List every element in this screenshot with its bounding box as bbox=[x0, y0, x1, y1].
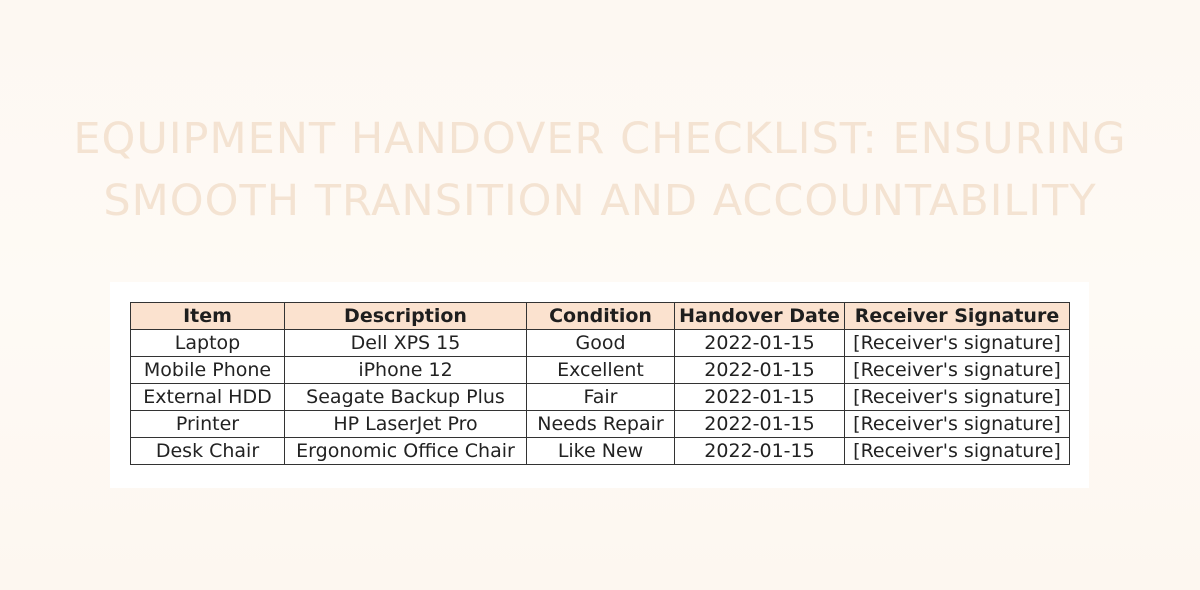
cell-description: Ergonomic Office Chair bbox=[285, 438, 527, 465]
cell-handover-date: 2022-01-15 bbox=[675, 384, 845, 411]
cell-condition: Needs Repair bbox=[527, 411, 675, 438]
column-header-handover-date: Handover Date bbox=[675, 303, 845, 330]
handover-table bbox=[130, 302, 1070, 465]
cell-receiver-signature: [Receiver's signature] bbox=[845, 411, 1070, 438]
cell-condition: Like New bbox=[527, 438, 675, 465]
cell-item: Laptop bbox=[131, 330, 285, 357]
column-header-condition: Condition bbox=[527, 303, 675, 330]
cell-handover-date: 2022-01-15 bbox=[675, 438, 845, 465]
table-row bbox=[131, 438, 1070, 465]
cell-item: Mobile Phone bbox=[131, 357, 285, 384]
column-header-item: Item bbox=[131, 303, 285, 330]
cell-description: Dell XPS 15 bbox=[285, 330, 527, 357]
column-header-receiver-signature: Receiver Signature bbox=[845, 303, 1070, 330]
table-row bbox=[131, 411, 1070, 438]
page-title: EQUIPMENT HANDOVER CHECKLIST: ENSURING SMOOTH TRANSITION AND ACCOUNTABILITY bbox=[73, 114, 1127, 226]
cell-item: Desk Chair bbox=[131, 438, 285, 465]
table-row bbox=[131, 330, 1070, 357]
cell-handover-date: 2022-01-15 bbox=[675, 357, 845, 384]
cell-handover-date: 2022-01-15 bbox=[675, 411, 845, 438]
cell-item: External HDD bbox=[131, 384, 285, 411]
table-row bbox=[131, 357, 1070, 384]
cell-description: Seagate Backup Plus bbox=[285, 384, 527, 411]
cell-description: HP LaserJet Pro bbox=[285, 411, 527, 438]
cell-description: iPhone 12 bbox=[285, 357, 527, 384]
table-row bbox=[131, 384, 1070, 411]
cell-condition: Excellent bbox=[527, 357, 675, 384]
column-header-description: Description bbox=[285, 303, 527, 330]
cell-receiver-signature: [Receiver's signature] bbox=[845, 384, 1070, 411]
table-card bbox=[110, 282, 1089, 488]
cell-condition: Good bbox=[527, 330, 675, 357]
cell-handover-date: 2022-01-15 bbox=[675, 330, 845, 357]
cell-condition: Fair bbox=[527, 384, 675, 411]
cell-receiver-signature: [Receiver's signature] bbox=[845, 330, 1070, 357]
table-header-row bbox=[131, 303, 1070, 330]
cell-item: Printer bbox=[131, 411, 285, 438]
cell-receiver-signature: [Receiver's signature] bbox=[845, 438, 1070, 465]
cell-receiver-signature: [Receiver's signature] bbox=[845, 357, 1070, 384]
